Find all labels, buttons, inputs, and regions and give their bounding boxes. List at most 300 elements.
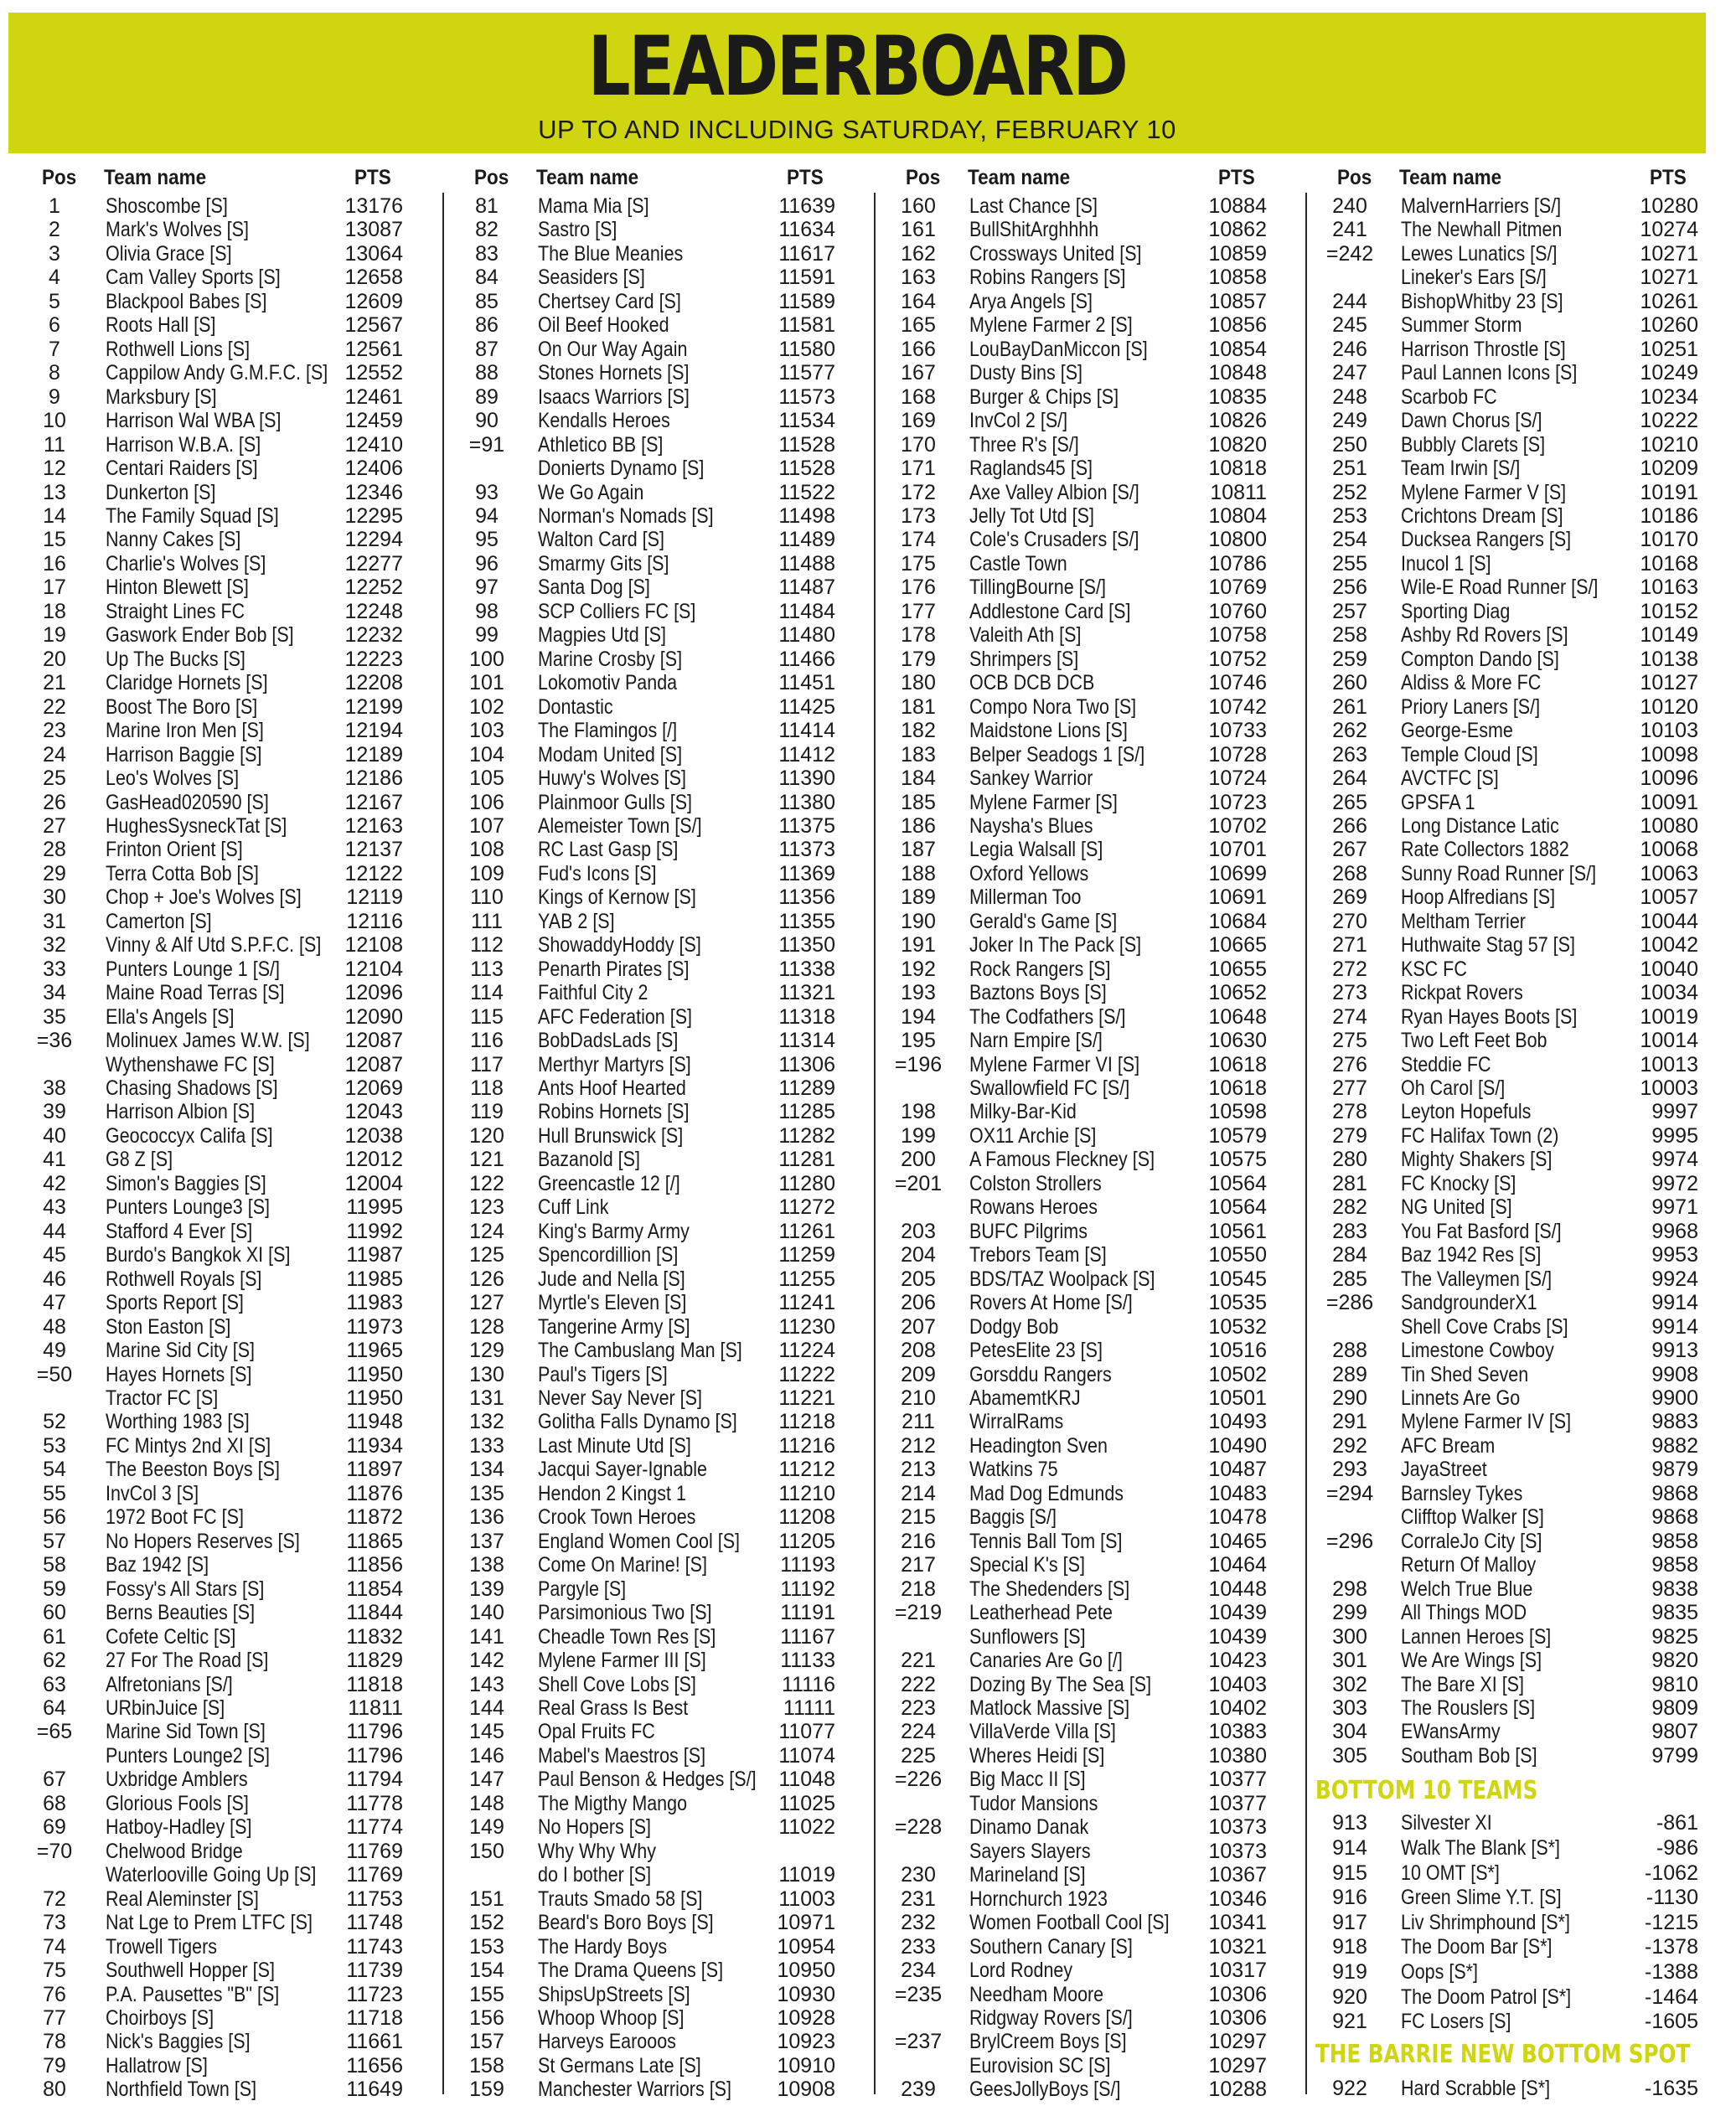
position-cell: 272 [1332, 957, 1367, 981]
team-name-cell: Ryan Hayes Boots [S] [1401, 1004, 1578, 1029]
points-cell: 11222 [778, 1362, 835, 1386]
table-row [886, 1195, 1305, 1220]
points-cell: 13064 [344, 241, 403, 266]
team-name-cell: NG United [S] [1401, 1195, 1512, 1220]
position-cell: 144 [469, 1696, 504, 1720]
table-row [886, 862, 1305, 886]
position-cell: 5 [49, 289, 60, 313]
points-cell: 9810 [1651, 1672, 1698, 1696]
points-cell: 11193 [780, 1553, 835, 1577]
position-cell: 207 [901, 1314, 936, 1339]
table-row [22, 218, 441, 242]
team-name-cell: InvCol 2 [S/] [969, 409, 1068, 433]
position-cell: 20 [43, 647, 66, 671]
table-row [886, 385, 1305, 410]
table-row [22, 290, 441, 314]
position-cell: 53 [43, 1433, 66, 1458]
position-cell: 232 [901, 1911, 936, 1935]
position-cell: =196 [894, 1052, 943, 1076]
team-name-cell: Watkins 75 [969, 1458, 1058, 1482]
position-cell: 35 [43, 1004, 66, 1029]
points-cell: 10346 [1208, 1887, 1267, 1911]
position-cell: 171 [901, 457, 936, 481]
position-cell: 300 [1332, 1624, 1367, 1649]
leaderboard-column-3 [886, 159, 1305, 2106]
team-name-cell: CorraleJo City [S] [1401, 1529, 1542, 1553]
table-row [22, 1768, 441, 1792]
table-row [22, 1792, 441, 1816]
points-cell: 11739 [346, 1959, 403, 1983]
team-name-cell: Centari Raiders [S] [106, 457, 258, 481]
position-cell: 179 [901, 647, 936, 671]
team-name-cell: Compton Dando [S] [1401, 647, 1559, 671]
team-name-cell: Mama Mia [S] [538, 194, 649, 218]
table-row [454, 1887, 873, 1912]
points-cell: 10702 [1208, 813, 1267, 838]
position-cell: 39 [43, 1100, 66, 1124]
position-cell: 89 [475, 385, 499, 409]
table-row [454, 1195, 873, 1220]
team-name-cell: TillingBourne [S/] [969, 576, 1106, 600]
position-cell: 127 [469, 1291, 504, 1315]
position-cell: =296 [1325, 1529, 1374, 1553]
team-name-cell: Mighty Shakers [S] [1401, 1148, 1553, 1172]
position-cell: 98 [475, 599, 499, 623]
position-cell: 223 [901, 1696, 936, 1720]
team-name-cell: Choirboys [S] [106, 2005, 214, 2030]
points-cell: 10820 [1208, 432, 1267, 457]
table-row [1317, 1744, 1736, 1768]
team-name-cell: Stones Hornets [S] [538, 361, 690, 385]
points-cell: 10186 [1640, 503, 1698, 528]
points-cell: 11167 [780, 1624, 835, 1649]
points-cell: 12087 [344, 1052, 403, 1076]
table-row [886, 1673, 1305, 1697]
team-name-cell: Scarbob FC [1401, 385, 1497, 409]
position-cell: 154 [469, 1959, 504, 1983]
table-row [1317, 1339, 1736, 1363]
table-row [22, 1243, 441, 1267]
team-name-cell: Smarmy Gits [S] [538, 551, 669, 576]
team-name-cell: No Hopers [S] [538, 1815, 652, 1840]
points-cell: 11025 [778, 1791, 835, 1815]
points-cell: 11992 [346, 1219, 403, 1243]
position-cell: 206 [901, 1291, 936, 1315]
team-name-cell: Rothwell Lions [S] [106, 337, 251, 361]
position-cell: 60 [43, 1601, 66, 1625]
table-row [22, 1577, 441, 1602]
points-cell: 11950 [346, 1362, 403, 1386]
points-cell: 11983 [346, 1291, 403, 1315]
table-row [1317, 338, 1736, 362]
points-cell: 9879 [1651, 1458, 1698, 1482]
table-row [1317, 1836, 1736, 1861]
table-row [22, 1815, 441, 1840]
points-cell: 10699 [1208, 861, 1267, 885]
position-cell: 225 [901, 1743, 936, 1768]
points-cell: 11074 [778, 1743, 835, 1768]
column-divider [1305, 193, 1307, 2094]
position-cell: 195 [901, 1029, 936, 1053]
table-row [22, 1887, 441, 1912]
points-cell: 11748 [346, 1911, 403, 1935]
points-cell: 10930 [777, 1982, 835, 2006]
team-name-cell: Robins Hornets [S] [538, 1100, 690, 1124]
position-cell: 274 [1332, 1004, 1367, 1029]
position-cell: 289 [1332, 1362, 1367, 1386]
team-name-cell: Baz 1942 [S] [106, 1553, 209, 1577]
points-cell: 10297 [1208, 2030, 1267, 2054]
team-name-cell: Temple Cloud [S] [1401, 742, 1538, 767]
table-row [454, 1530, 873, 1554]
table-row [22, 1673, 441, 1697]
team-name-cell: Eurovision SC [S] [969, 2053, 1111, 2078]
position-cell: 43 [43, 1195, 66, 1220]
table-row [1317, 814, 1736, 839]
points-cell: 11489 [778, 528, 835, 552]
position-cell: 264 [1332, 767, 1367, 791]
team-name-cell: Crichtons Dream [S] [1401, 503, 1563, 528]
team-name-cell: Hornchurch 1923 [969, 1887, 1108, 1911]
position-cell: 75 [43, 1959, 66, 1983]
points-cell: 9908 [1651, 1362, 1698, 1386]
position-cell: 88 [475, 361, 499, 385]
points-cell: 10856 [1208, 313, 1267, 338]
position-cell: 256 [1332, 576, 1367, 600]
team-name-cell: Marine Sid City [S] [106, 1339, 256, 1363]
header-pos: Pos [906, 166, 941, 189]
points-cell: 11856 [346, 1553, 403, 1577]
position-cell: 160 [901, 194, 936, 218]
position-cell: 914 [1332, 1835, 1367, 1860]
position-cell: 271 [1332, 933, 1367, 958]
team-name-cell: 27 For The Road [S] [106, 1649, 269, 1673]
header-pos: Pos [1337, 166, 1372, 189]
position-cell: 78 [43, 2030, 66, 2054]
team-name-cell: OX11 Archie [S] [969, 1123, 1097, 1148]
team-name-cell: Dinamo Danak [969, 1815, 1089, 1840]
table-row [22, 1410, 441, 1434]
team-name-cell: Myrtle's Eleven [S] [538, 1291, 687, 1315]
points-cell: 11950 [346, 1386, 403, 1410]
position-cell: 47 [43, 1291, 66, 1315]
team-name-cell: Trebors Team [S] [969, 1243, 1107, 1267]
team-name-cell: Matlock Massive [S] [969, 1696, 1130, 1720]
table-row [22, 1124, 441, 1148]
table-row [886, 1649, 1305, 1673]
team-name-cell: Cuff Link [538, 1195, 609, 1220]
points-cell: 11876 [346, 1481, 403, 1505]
table-row [22, 1505, 441, 1530]
table-row [886, 1815, 1305, 1840]
team-name-cell: InvCol 3 [S] [106, 1481, 199, 1505]
table-row [1317, 1985, 1736, 2010]
position-cell: 231 [901, 1887, 936, 1911]
table-row [22, 266, 441, 290]
team-name-cell: Glorious Fools [S] [106, 1791, 249, 1815]
points-cell: 10630 [1208, 1029, 1267, 1053]
points-cell: 10234 [1640, 385, 1698, 409]
team-name-cell: MalvernHarriers [S/] [1401, 194, 1562, 218]
points-cell: 9914 [1651, 1314, 1698, 1339]
table-row [1317, 266, 1736, 290]
table-row [1317, 552, 1736, 576]
team-name-cell: Tin Shed Seven [1401, 1362, 1529, 1386]
position-cell: 217 [901, 1553, 936, 1577]
points-cell: 11414 [778, 719, 835, 743]
table-row [1317, 1458, 1736, 1482]
table-row [886, 1935, 1305, 1959]
position-cell: 56 [43, 1505, 66, 1530]
position-cell: 259 [1332, 647, 1367, 671]
team-name-cell: Modam United [S] [538, 742, 683, 767]
points-cell: 10618 [1208, 1076, 1267, 1101]
table-row [454, 1267, 873, 1292]
table-row [886, 2030, 1305, 2054]
points-cell: 10535 [1208, 1291, 1267, 1315]
team-name-cell: Maine Road Terras [S] [106, 981, 285, 1005]
team-name-cell: Three R's [S/] [969, 432, 1079, 457]
team-name-cell: Tennis Ball Tom [S] [969, 1529, 1123, 1553]
points-cell: 10380 [1208, 1743, 1267, 1768]
team-name-cell: Tangerine Army [S] [538, 1314, 690, 1339]
table-row [22, 409, 441, 433]
table-row [454, 1673, 873, 1697]
team-name-cell: The Valleymen [S/] [1401, 1267, 1553, 1291]
team-name-cell: Worthing 1983 [S] [106, 1410, 250, 1434]
position-cell: 273 [1332, 981, 1367, 1005]
points-cell: 11723 [346, 1982, 403, 2006]
table-row [22, 1172, 441, 1196]
position-cell: 135 [469, 1481, 504, 1505]
position-cell: 153 [469, 1934, 504, 1959]
table-row [886, 648, 1305, 672]
team-name-cell: BobDadsLads [S] [538, 1029, 679, 1053]
position-cell: 170 [901, 432, 936, 457]
team-name-cell: Real Aleminster [S] [106, 1887, 259, 1911]
points-cell: 10854 [1208, 337, 1267, 361]
table-row [454, 814, 873, 839]
table-row [22, 1530, 441, 1554]
points-cell: 11230 [778, 1314, 835, 1339]
position-cell: 21 [43, 671, 66, 695]
column-divider [442, 193, 444, 2094]
table-row [1317, 1505, 1736, 1530]
table-row [886, 1220, 1305, 1244]
points-cell: 12277 [344, 551, 403, 576]
position-cell: 102 [469, 694, 504, 719]
points-cell: 10251 [1640, 337, 1698, 361]
position-cell: 99 [475, 623, 499, 648]
table-row [22, 981, 441, 1005]
position-cell: 143 [469, 1672, 504, 1696]
header-pts: PTS [1218, 166, 1255, 189]
position-cell: 9 [49, 385, 60, 409]
table-row [454, 1434, 873, 1458]
team-name-cell: Huwy's Wolves [S] [538, 767, 686, 791]
position-cell: 45 [43, 1243, 66, 1267]
position-cell: 167 [901, 361, 936, 385]
team-name-cell: The Cambuslang Man [S] [538, 1339, 742, 1363]
points-cell: 11487 [778, 576, 835, 600]
points-cell: 10170 [1640, 528, 1698, 552]
position-cell: 211 [902, 1410, 935, 1434]
table-row [454, 1315, 873, 1339]
table-row [1317, 719, 1736, 743]
position-cell: 116 [470, 1029, 504, 1053]
position-cell: 87 [475, 337, 499, 361]
team-name-cell: Big Macc II [S] [969, 1768, 1086, 1792]
team-name-cell: Legia Walsall [S] [969, 838, 1103, 862]
team-name-cell: Plainmoor Gulls [S] [538, 790, 693, 814]
points-cell: 10163 [1640, 576, 1698, 600]
points-cell: 11191 [780, 1601, 835, 1625]
table-row [22, 2006, 441, 2031]
team-name-cell: Golitha Falls Dynamo [S] [538, 1410, 737, 1434]
position-cell: 208 [901, 1339, 936, 1363]
team-name-cell: AbamemtKRJ [969, 1386, 1081, 1410]
team-name-cell: GasHead020590 [S] [106, 790, 269, 814]
team-name-cell: Return Of Malloy [1401, 1553, 1537, 1577]
points-cell: 12208 [344, 671, 403, 695]
position-cell: 7 [49, 337, 60, 361]
team-name-cell: Sporting Diag [1401, 599, 1511, 623]
position-cell: 262 [1332, 719, 1367, 743]
team-name-cell: The Shedenders [S] [969, 1577, 1130, 1601]
position-cell: 67 [43, 1768, 66, 1792]
team-name-cell: Oxford Yellows [969, 861, 1089, 885]
position-cell: 145 [469, 1720, 504, 1744]
table-row [454, 338, 873, 362]
points-cell: 12552 [344, 361, 403, 385]
team-name-cell: Hendon 2 Kingst 1 [538, 1481, 686, 1505]
team-name-cell: Molinuex James W.W. [S] [106, 1029, 310, 1053]
points-cell: 11111 [783, 1696, 835, 1720]
points-cell: 11350 [778, 933, 835, 958]
points-cell: -1378 [1645, 1935, 1698, 1959]
team-name-cell: Never Say Never [S] [538, 1386, 702, 1410]
points-cell: 9913 [1651, 1339, 1698, 1363]
team-name-cell: Steddie FC [1401, 1052, 1491, 1076]
table-row [454, 1148, 873, 1172]
points-cell: 9900 [1651, 1386, 1698, 1410]
team-name-cell: Marine Sid Town [S] [106, 1720, 266, 1744]
position-cell: =36 [36, 1029, 73, 1053]
table-row [454, 1505, 873, 1530]
points-cell: 11639 [778, 194, 835, 218]
position-cell: 97 [475, 576, 499, 600]
points-cell: 10728 [1208, 742, 1267, 767]
team-name-cell: Punters Lounge2 [S] [106, 1743, 271, 1768]
team-name-cell: Paul's Tigers [S] [538, 1362, 668, 1386]
table-row [454, 313, 873, 338]
position-cell: 918 [1332, 1935, 1367, 1959]
table-row [454, 1553, 873, 1577]
team-name-cell: Beard's Boro Boys [S] [538, 1911, 714, 1935]
points-cell: 10091 [1640, 790, 1698, 814]
team-name-cell: Hatboy-Hadley [S] [106, 1815, 252, 1840]
position-cell: 95 [475, 528, 499, 552]
team-name-cell: WirralRams [969, 1410, 1064, 1434]
table-row [886, 1434, 1305, 1458]
points-cell: 11412 [778, 742, 835, 767]
team-name-cell: ShipsUpStreets [S] [538, 1982, 690, 2006]
leaderboard-column-2 [454, 159, 873, 2106]
table-row [1317, 1243, 1736, 1267]
table-row [22, 910, 441, 934]
position-cell: 14 [43, 503, 66, 528]
points-cell: 11581 [778, 313, 835, 338]
table-row [454, 1625, 873, 1649]
table-row [454, 385, 873, 410]
table-row [1317, 933, 1736, 958]
table-row [886, 885, 1305, 910]
team-name-cell: Mylene Farmer IV [S] [1401, 1410, 1572, 1434]
team-name-cell: PetesElite 23 [S] [969, 1339, 1103, 1363]
points-cell: 10701 [1208, 838, 1267, 862]
points-cell: 10652 [1208, 981, 1267, 1005]
position-cell: 82 [475, 218, 499, 242]
points-cell: 10724 [1208, 767, 1267, 791]
points-cell: -1635 [1645, 2076, 1698, 2100]
points-cell: 10448 [1208, 1577, 1267, 1601]
position-cell: 146 [469, 1743, 504, 1768]
points-cell: 10209 [1640, 457, 1698, 481]
points-cell: 10564 [1208, 1171, 1267, 1195]
table-row [454, 1363, 873, 1387]
table-row [454, 552, 873, 576]
points-cell: 11829 [346, 1649, 403, 1673]
team-name-cell: ShowaddyHoddy [S] [538, 933, 701, 958]
team-name-cell: Burdo's Bangkok XI [S] [106, 1243, 291, 1267]
points-cell: 12567 [344, 313, 403, 338]
table-row [22, 433, 441, 457]
team-name-cell: Welch True Blue [1401, 1577, 1533, 1601]
table-row [22, 1458, 441, 1482]
position-cell: 298 [1332, 1577, 1367, 1601]
points-cell: 9868 [1651, 1505, 1698, 1530]
team-name-cell: G8 Z [S] [106, 1148, 173, 1172]
points-cell: 10752 [1208, 647, 1267, 671]
team-name-cell: OCB DCB DCB [969, 671, 1095, 695]
table-row [1317, 1960, 1736, 1985]
position-cell: 61 [43, 1624, 66, 1649]
table-row [886, 695, 1305, 720]
team-name-cell: Tudor Mansions [969, 1791, 1098, 1815]
points-cell: 10928 [777, 2005, 835, 2030]
points-cell: 10280 [1640, 194, 1698, 218]
points-cell: 10068 [1640, 838, 1698, 862]
points-cell: 12038 [344, 1123, 403, 1148]
points-cell: 9971 [1651, 1195, 1698, 1220]
team-name-cell: Whoop Whoop [S] [538, 2005, 685, 2030]
team-name-cell: Chop + Joe's Wolves [S] [106, 885, 302, 910]
team-name-cell: GPSFA 1 [1401, 790, 1475, 814]
team-name-cell: VillaVerde Villa [S] [969, 1720, 1116, 1744]
points-cell: 10550 [1208, 1243, 1267, 1267]
points-cell: 11934 [346, 1433, 403, 1458]
points-cell: 12119 [346, 885, 403, 910]
position-cell: 73 [43, 1911, 66, 1935]
points-cell: 10502 [1208, 1362, 1267, 1386]
points-cell: 11769 [346, 1839, 403, 1863]
team-name-cell: Penarth Pirates [S] [538, 957, 690, 981]
points-cell: 11280 [778, 1171, 835, 1195]
position-cell: 94 [475, 503, 499, 528]
team-name-cell: Chasing Shadows [S] [106, 1076, 278, 1101]
points-cell: 12658 [344, 266, 403, 290]
position-cell: 124 [469, 1219, 504, 1243]
